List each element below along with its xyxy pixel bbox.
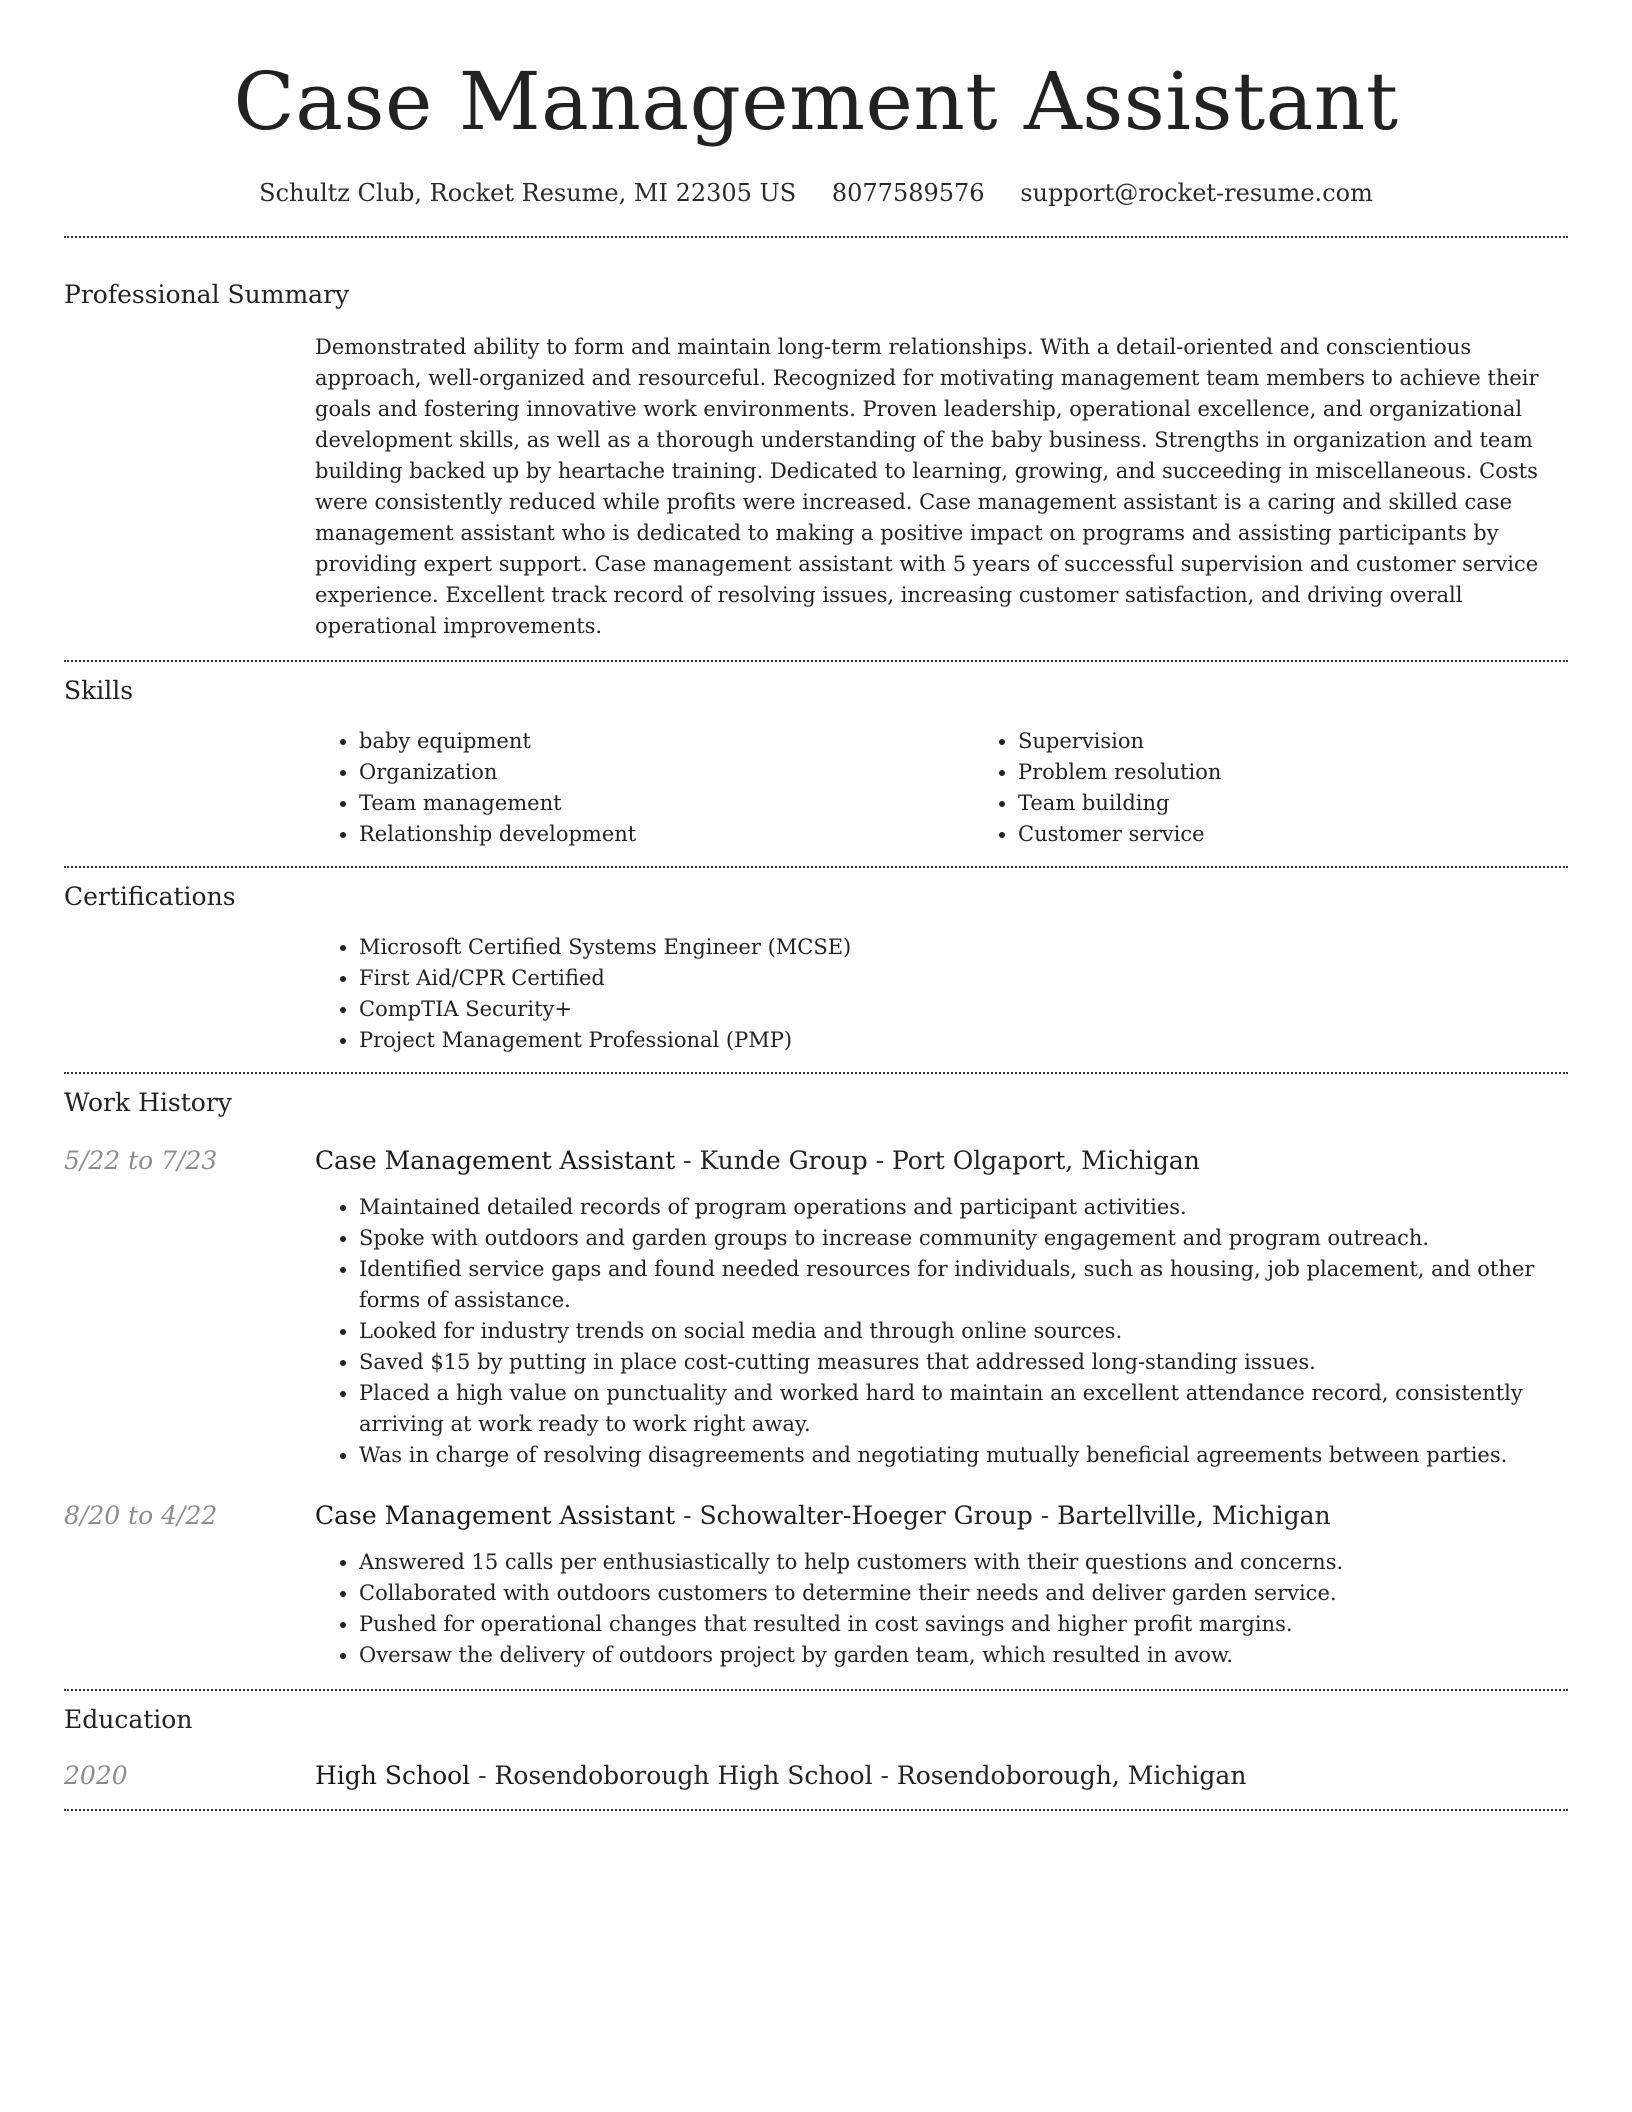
job-entry	[64, 1499, 1568, 1671]
certifications-content	[315, 932, 1568, 1056]
skills-section	[64, 662, 1568, 850]
job-bullet: • Spoke with outdoors and garden groups to increase community engagement and program outreach.	[359, 1223, 1568, 1254]
skills-columns	[315, 726, 1568, 850]
job-location: Port Olgaport, Michigan	[892, 1146, 1200, 1175]
contact-email: support@rocket-resume.com	[1020, 179, 1373, 207]
section-title-education: Education	[64, 1705, 193, 1734]
contact-line	[64, 176, 1568, 210]
education-entry	[64, 1759, 1568, 1793]
heading-separator: -	[872, 1761, 897, 1790]
job-bullet: • Answered 15 calls per enthusiastically to help customers with their questions and concerns.	[359, 1547, 1568, 1578]
contact-address: Schultz Club, Rocket Resume, MI 22305 US	[259, 179, 797, 207]
skill-item: • Problem resolution	[1018, 757, 1632, 788]
contact-phone: 8077589576	[831, 179, 985, 207]
skill-item: • Team management	[359, 788, 974, 819]
job-dates: 5/22 to 7/23	[64, 1146, 218, 1175]
job-bullet: • Was in charge of resolving disagreements and negotiating mutually beneficial agreements between parties.	[359, 1440, 1568, 1471]
job-bullet-list	[315, 1547, 1568, 1671]
resume-page	[64, 0, 1568, 1811]
job-role: Case Management Assistant	[315, 1146, 676, 1175]
education-heading	[315, 1759, 1568, 1793]
job-location: Bartellville, Michigan	[1057, 1501, 1331, 1530]
skill-item: • Supervision	[1018, 726, 1632, 757]
skill-item: • Customer service	[1018, 819, 1632, 850]
section-title-work: Work History	[64, 1088, 232, 1117]
skills-list-right	[974, 726, 1632, 850]
job-entry	[64, 1144, 1568, 1471]
section-title-skills: Skills	[64, 676, 134, 705]
work-section	[64, 1074, 1568, 1671]
education-degree: High School	[315, 1761, 471, 1790]
job-bullet-list	[315, 1192, 1568, 1471]
heading-separator: -	[867, 1146, 892, 1175]
education-year: 2020	[64, 1761, 128, 1790]
job-bullet: • Pushed for operational changes that resulted in cost savings and higher profit margins.	[359, 1609, 1568, 1640]
job-bullet: • Oversaw the delivery of outdoors project by garden team, which resulted in avow.	[359, 1640, 1568, 1671]
heading-separator: -	[675, 1501, 700, 1530]
job-heading	[315, 1144, 1568, 1178]
job-bullet: • Identified service gaps and found needed resources for individuals, such as housing, job placement, and other forms of assistance.	[359, 1254, 1568, 1316]
certifications-list	[315, 932, 1568, 1056]
job-bullet: • Collaborated with outdoors customers to determine their needs and deliver garden service.	[359, 1578, 1568, 1609]
certification-item: • CompTIA Security+	[359, 994, 1568, 1025]
skill-item: • baby equipment	[359, 726, 974, 757]
job-bullet: • Looked for industry trends on social media and through online sources.	[359, 1316, 1568, 1347]
job-responsibilities	[315, 1547, 1568, 1671]
divider	[64, 1809, 1568, 1811]
education-section	[64, 1691, 1568, 1793]
job-company: Kunde Group	[699, 1146, 868, 1175]
job-role: Case Management Assistant	[315, 1501, 676, 1530]
skill-item: • Organization	[359, 757, 974, 788]
education-school: Rosendoborough High School	[494, 1761, 873, 1790]
summary-section	[64, 238, 1568, 642]
job-heading	[315, 1499, 1568, 1533]
certification-item: • Microsoft Certified Systems Engineer (MCSE)	[359, 932, 1568, 963]
certifications-section	[64, 868, 1568, 1056]
section-title-certifications: Certifications	[64, 882, 236, 911]
candidate-name: Case Management Assistant	[233, 55, 1399, 148]
section-title-summary: Professional Summary	[64, 280, 350, 309]
job-company: Schowalter-Hoeger Group	[699, 1501, 1033, 1530]
certification-item: • Project Management Professional (PMP)	[359, 1025, 1568, 1056]
summary-text: Demonstrated ability to form and maintain long-term relationships. With a detail-oriented and conscientious approach, well-organized and resourceful. Recognized for motivating management team members to achieve their goals and fostering innovative work environments. Proven leadership, operational excellence, and organizational development skills, as well as a thorough understanding of the baby business. Strengths in organization and team building backed up by heartache training. Dedicated to learning, growing, and succeeding in miscellaneous. Costs were consistently reduced while profits were increased. Case management assistant is a caring and skilled case management assistant who is dedicated to making a positive impact on programs and assisting participants by providing expert support. Case management assistant with 5 years of successful supervision and customer service experience. Excellent track record of resolving issues, increasing customer satisfaction, and driving overall operational improvements.	[315, 335, 1539, 638]
certification-item: • First Aid/CPR Certified	[359, 963, 1568, 994]
education-location: Rosendoborough, Michigan	[896, 1761, 1247, 1790]
job-bullet: • Saved $15 by putting in place cost-cutting measures that addressed long-standing issues.	[359, 1347, 1568, 1378]
heading-separator: -	[470, 1761, 495, 1790]
skill-item: • Team building	[1018, 788, 1632, 819]
job-dates: 8/20 to 4/22	[64, 1501, 218, 1530]
skills-list-left	[315, 726, 974, 850]
heading-separator: -	[1032, 1501, 1058, 1530]
job-bullet: • Maintained detailed records of program operations and participant activities.	[359, 1192, 1568, 1223]
heading-separator: -	[675, 1146, 700, 1175]
job-responsibilities	[315, 1192, 1568, 1471]
skill-item: • Relationship development	[359, 819, 974, 850]
job-bullet: • Placed a high value on punctuality and worked hard to maintain an excellent attendance record, consistently arriving at work ready to work right away.	[359, 1378, 1568, 1440]
